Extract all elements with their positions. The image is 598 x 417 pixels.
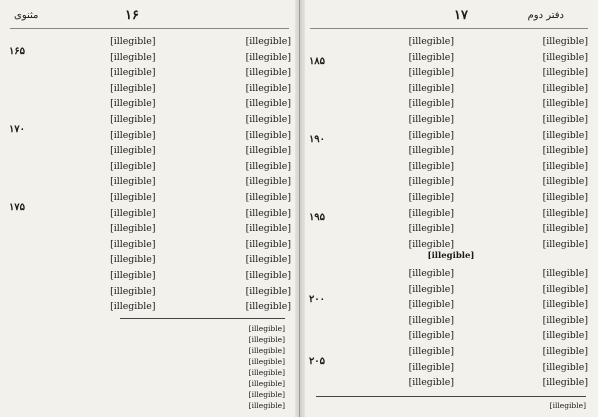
verse-line: [illegible] [110,254,156,266]
verse-line: [illegible] [110,113,156,125]
verse-line: [illegible] [408,82,454,94]
verse-column-second [330,266,454,391]
verse-line: [illegible] [542,36,588,47]
verse-line: [illegible] [110,301,156,313]
verse-line: [illegible] [110,67,156,79]
verse-line: [illegible] [408,268,454,279]
verse-line: [illegible] [542,113,588,125]
verse-line: [illegible] [542,283,588,295]
verse-line: [illegible] [245,191,291,203]
verse-line: [illegible] [110,82,156,94]
page-header [10,8,289,28]
line-number: ۱۹۵ [308,212,326,223]
verse-line: [illegible] [408,129,454,141]
verse-line: [illegible] [408,283,454,295]
verse-line: [illegible] [110,191,156,203]
verse-line: [illegible] [542,129,588,141]
footnotes [316,400,586,411]
verse-line: [illegible] [408,113,454,125]
verse-line: [illegible] [408,98,454,110]
header-rule [310,28,588,29]
verse-line: [illegible] [542,268,588,279]
verse-line: [illegible] [542,207,588,219]
verse-line: [illegible] [542,299,588,311]
verse-line: [illegible] [110,238,156,250]
verse-line: [illegible] [542,82,588,94]
verse-line: [illegible] [542,314,588,326]
verse-line: [illegible] [408,345,454,357]
verse-line: [illegible] [408,361,454,373]
verse-line: [illegible] [245,301,291,313]
verse-line: [illegible] [542,176,588,188]
verse-line: [illegible] [542,377,588,389]
verse-line: [illegible] [408,51,454,63]
verse-line: [illegible] [542,223,588,235]
line-number: ۱۷۰ [8,124,26,135]
header-rule [10,28,289,29]
verse-line: [illegible] [245,238,291,250]
verse-line: [illegible] [408,191,454,203]
verse-line: [illegible] [245,51,291,63]
page-header [310,8,588,28]
verse-line: [illegible] [408,314,454,326]
verse-line: [illegible] [542,361,588,373]
verse-line: [illegible] [110,269,156,281]
section-heading: [illegible] [427,251,475,261]
verse-column-second [330,34,454,252]
verse-line: [illegible] [542,330,588,342]
verse-line: [illegible] [245,67,291,79]
verse-line: [illegible] [245,254,291,266]
verse-line: [illegible] [542,238,588,250]
verse-line: [illegible] [245,113,291,125]
verse-line: [illegible] [408,145,454,157]
verse-columns [30,34,291,315]
footnote-divider [120,318,285,319]
page-number: ۱۷ [454,8,468,23]
verse-line: [illegible] [408,223,454,235]
verse-line: [illegible] [542,160,588,172]
verse-line: [illegible] [110,98,156,110]
verse-line: [illegible] [245,223,291,235]
verse-line: [illegible] [110,129,156,141]
line-number: ۱۹۰ [308,134,326,145]
verse-columns-lower [330,266,588,391]
verse-line: [illegible] [408,330,454,342]
running-title: مثنوی [14,10,39,21]
verse-line: [illegible] [245,176,291,188]
verse-column-first [464,34,588,252]
verse-line: [illegible] [110,207,156,219]
verse-line: [illegible] [110,285,156,297]
verse-column-first [166,34,292,315]
footnote-line: [illegible] [248,401,285,410]
verse-line: [illegible] [408,160,454,172]
footnote-divider [316,396,586,397]
verse-line: [illegible] [542,98,588,110]
verse-columns [330,34,588,252]
verse-line: [illegible] [542,345,588,357]
verse-line: [illegible] [245,98,291,110]
verse-line: [illegible] [110,176,156,188]
verse-line: [illegible] [542,191,588,203]
line-number: ۱۸۵ [308,56,326,67]
verse-line: [illegible] [245,145,291,157]
footnote-line: [illegible] [248,379,285,388]
verse-line: [illegible] [408,176,454,188]
verse-line: [illegible] [245,269,291,281]
verse-line: [illegible] [542,145,588,157]
running-title: دفتر دوم [527,10,564,21]
verse-line: [illegible] [245,160,291,172]
footnote-line: [illegible] [549,401,586,410]
footnote-line: [illegible] [248,324,285,333]
verse-line: [illegible] [245,36,291,47]
verse-line: [illegible] [245,82,291,94]
verse-column-first [464,266,588,391]
verse-line: [illegible] [408,36,454,47]
footnote-line: [illegible] [248,335,285,344]
line-number: ۱۷۵ [8,202,26,213]
verse-line: [illegible] [245,207,291,219]
verse-line: [illegible] [110,51,156,63]
footnote-line: [illegible] [248,357,285,366]
verse-line: [illegible] [110,145,156,157]
verse-line: [illegible] [542,67,588,79]
footnotes [12,323,285,411]
verse-line: [illegible] [245,285,291,297]
verse-column-second [30,34,156,315]
verse-line: [illegible] [110,36,156,47]
footnote-line: [illegible] [248,368,285,377]
verse-line: [illegible] [408,299,454,311]
footnote-line: [illegible] [248,390,285,399]
footnote-line: [illegible] [248,346,285,355]
verse-line: [illegible] [408,377,454,389]
right-page [300,0,598,417]
page-number: ۱۶ [125,8,139,23]
verse-line: [illegible] [245,129,291,141]
book-gutter [295,0,305,417]
line-number: ۲۰۰ [308,294,326,305]
verse-line: [illegible] [408,67,454,79]
verse-line: [illegible] [408,238,454,250]
line-number: ۱۶۵ [8,46,26,57]
verse-line: [illegible] [542,51,588,63]
line-number: ۲۰۵ [308,356,326,367]
verse-line: [illegible] [408,207,454,219]
verse-line: [illegible] [110,223,156,235]
verse-line: [illegible] [110,160,156,172]
